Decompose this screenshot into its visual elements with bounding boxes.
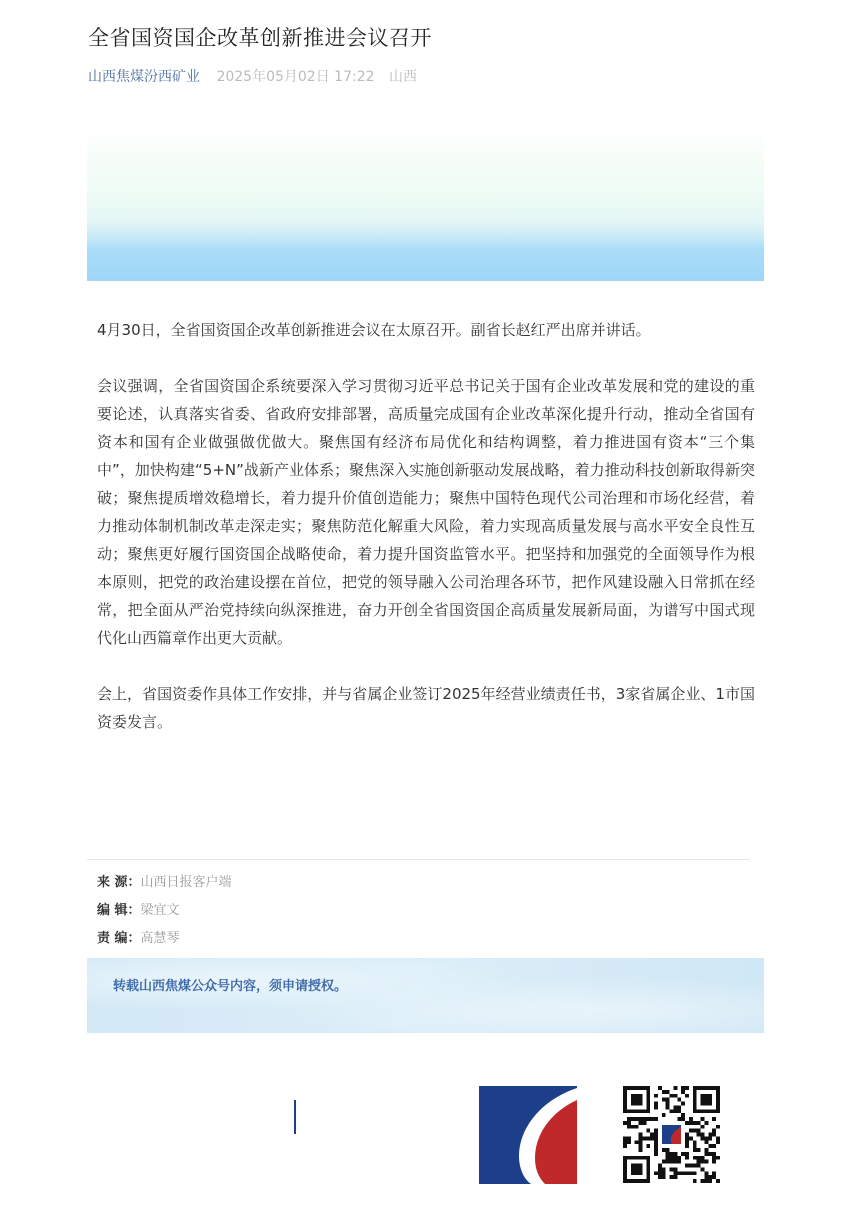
qr-module (627, 1179, 631, 1183)
qr-module (650, 1133, 654, 1137)
qr-module (681, 1113, 685, 1117)
qr-module (693, 1179, 697, 1183)
account-name-link[interactable]: 山西焦煤汾西矿业 (88, 69, 200, 85)
qr-module (701, 1136, 705, 1140)
qr-module (701, 1125, 705, 1129)
qr-module (681, 1090, 685, 1094)
qr-module (697, 1086, 701, 1090)
qr-module (654, 1129, 658, 1133)
qr-module (712, 1129, 716, 1133)
qr-module (704, 1094, 708, 1098)
qr-module (670, 1167, 674, 1171)
qr-module (673, 1160, 677, 1164)
qr-module (708, 1109, 712, 1113)
qr-module (673, 1086, 677, 1090)
qr-module (708, 1133, 712, 1137)
qr-module (712, 1117, 716, 1121)
qr-module (673, 1171, 677, 1175)
qr-module (716, 1125, 720, 1129)
qr-module (681, 1171, 685, 1175)
qr-module (623, 1164, 627, 1168)
qr-module (646, 1160, 650, 1164)
reprint-notice-text: 转载山西焦煤公众号内容，须申请授权。 (113, 979, 348, 994)
qr-module (673, 1109, 677, 1113)
qr-module (639, 1156, 643, 1160)
qr-module (681, 1117, 685, 1121)
qr-module (716, 1086, 720, 1090)
accent-bar (294, 1100, 296, 1134)
qr-module (693, 1156, 697, 1160)
qr-module (635, 1179, 639, 1183)
divider (87, 859, 750, 860)
qr-module (685, 1121, 689, 1125)
qr-module (666, 1160, 670, 1164)
qr-module (646, 1167, 650, 1171)
paragraph: 4月30日，全省国资国企改革创新推进会议在太原召开。副省长赵红严出席并讲话。 (97, 321, 651, 339)
qr-module (646, 1109, 650, 1113)
paragraph: 会上，省国资委作具体工作安排，并与省属企业签订2025年经营业绩责任书，3家省属企业、1市国资委发言。 (97, 685, 755, 731)
qr-module (623, 1109, 627, 1113)
qr-module (635, 1171, 639, 1175)
qr-module (704, 1136, 708, 1140)
qr-module (673, 1167, 677, 1171)
qr-module (704, 1152, 708, 1156)
qr-module (627, 1136, 631, 1140)
qr-module (623, 1167, 627, 1171)
qr-module (631, 1094, 635, 1098)
qr-module (712, 1086, 716, 1090)
qr-module (639, 1164, 643, 1168)
qr-module (673, 1175, 677, 1179)
qr-module (697, 1156, 701, 1160)
qr-module (704, 1109, 708, 1113)
qr-module (627, 1140, 631, 1144)
qr-module (623, 1171, 627, 1175)
qr-module (685, 1171, 689, 1175)
qr-module (701, 1133, 705, 1137)
qr-module (716, 1179, 720, 1183)
qr-module (701, 1086, 705, 1090)
qr-module (639, 1098, 643, 1102)
qr-module (704, 1086, 708, 1090)
qr-module (704, 1175, 708, 1179)
qr-module (642, 1117, 646, 1121)
qr-module (701, 1109, 705, 1113)
qr-module (623, 1160, 627, 1164)
qr-module (631, 1179, 635, 1183)
qr-module (712, 1144, 716, 1148)
qr-module (654, 1133, 658, 1137)
qr-module (635, 1167, 639, 1171)
qr-module (646, 1175, 650, 1179)
qr-module (631, 1117, 635, 1121)
qr-module (701, 1179, 705, 1183)
qr-module (704, 1179, 708, 1183)
qr-module (697, 1133, 701, 1137)
qr-module (697, 1129, 701, 1133)
qr-module (689, 1121, 693, 1125)
qr-module (623, 1156, 627, 1160)
qr-module (685, 1094, 689, 1098)
qr-module (689, 1136, 693, 1140)
qr-module (662, 1171, 666, 1175)
credit-value: 高慧琴 (140, 931, 180, 946)
qr-module (635, 1125, 639, 1129)
qr-module (693, 1144, 697, 1148)
qr-module (631, 1167, 635, 1171)
qr-module (658, 1167, 662, 1171)
qr-module (639, 1086, 643, 1090)
qr-module (623, 1179, 627, 1183)
qr-module (673, 1152, 677, 1156)
credit-label: 责 编： (97, 931, 141, 946)
qr-module (677, 1160, 681, 1164)
qr-module (704, 1140, 708, 1144)
qr-module (666, 1098, 670, 1102)
qr-module (685, 1133, 689, 1137)
qr-module (712, 1133, 716, 1137)
qr-module (701, 1160, 705, 1164)
qr-module (631, 1125, 635, 1129)
qr-module (712, 1171, 716, 1175)
qr-module (662, 1113, 666, 1117)
qr-module (639, 1094, 643, 1098)
qr-module (635, 1156, 639, 1160)
qr-module (639, 1109, 643, 1113)
qr-module (708, 1086, 712, 1090)
qr-module (681, 1086, 685, 1090)
qr-module (646, 1090, 650, 1094)
qr-module (635, 1140, 639, 1144)
qr-module (670, 1175, 674, 1179)
qr-module (708, 1136, 712, 1140)
qr-module (654, 1148, 658, 1152)
qr-module (689, 1117, 693, 1121)
qr-module (646, 1105, 650, 1109)
qr-module (716, 1094, 720, 1098)
qr-module (708, 1098, 712, 1102)
qr-module (662, 1160, 666, 1164)
qr-module (704, 1171, 708, 1175)
qr-module (693, 1164, 697, 1168)
qr-module (642, 1179, 646, 1183)
reprint-notice-banner (87, 958, 764, 1033)
qr-module (673, 1156, 677, 1160)
qr-module (670, 1156, 674, 1160)
credit-label: 编 辑： (97, 903, 141, 918)
qr-module (650, 1136, 654, 1140)
qr-module (693, 1105, 697, 1109)
qr-module (642, 1086, 646, 1090)
credit-source (97, 869, 232, 897)
qr-module (689, 1129, 693, 1133)
qr-module (685, 1156, 689, 1160)
qr-module (666, 1090, 670, 1094)
qr-module (658, 1175, 662, 1179)
qr-module (623, 1136, 627, 1140)
qr-module (654, 1105, 658, 1109)
qr-module (685, 1136, 689, 1140)
qr-module (689, 1171, 693, 1175)
qr-module (685, 1086, 689, 1090)
qr-module (693, 1109, 697, 1113)
qr-module (701, 1156, 705, 1160)
qr-module (697, 1148, 701, 1152)
qr-module (693, 1090, 697, 1094)
qr-module (639, 1171, 643, 1175)
qr-module (693, 1121, 697, 1125)
qr-code-icon[interactable] (623, 1086, 720, 1183)
qr-module (646, 1094, 650, 1098)
qr-module (708, 1179, 712, 1183)
qr-module (646, 1144, 650, 1148)
qr-module (701, 1117, 705, 1121)
qr-module (631, 1098, 635, 1102)
qr-module (642, 1121, 646, 1125)
qr-module (639, 1179, 643, 1183)
qr-module (677, 1109, 681, 1113)
qr-module (693, 1129, 697, 1133)
qr-module (685, 1140, 689, 1144)
qr-module (712, 1160, 716, 1164)
qr-module (662, 1098, 666, 1102)
qr-module (662, 1167, 666, 1171)
qr-module (639, 1148, 643, 1152)
qr-module (635, 1094, 639, 1098)
qr-module (670, 1094, 674, 1098)
qr-module (662, 1090, 666, 1094)
qr-module (716, 1140, 720, 1144)
qr-module (623, 1098, 627, 1102)
qr-module (646, 1129, 650, 1133)
qr-module (677, 1156, 681, 1160)
qr-module (654, 1152, 658, 1156)
qr-module (662, 1175, 666, 1179)
qr-module (635, 1098, 639, 1102)
qr-module (631, 1102, 635, 1106)
qr-module (627, 1121, 631, 1125)
qr-module (654, 1140, 658, 1144)
qr-module (654, 1117, 658, 1121)
qr-module (670, 1160, 674, 1164)
qr-module (627, 1109, 631, 1113)
qr-module (623, 1090, 627, 1094)
qr-module (639, 1144, 643, 1148)
qr-module (701, 1167, 705, 1171)
qr-module (712, 1152, 716, 1156)
credits-block (97, 869, 232, 953)
qr-module (658, 1164, 662, 1168)
qr-module (658, 1171, 662, 1175)
qr-module (623, 1094, 627, 1098)
qr-module (697, 1164, 701, 1168)
qr-module (712, 1156, 716, 1160)
qr-module (681, 1152, 685, 1156)
qr-module (701, 1102, 705, 1106)
qr-module (704, 1148, 708, 1152)
qr-module (627, 1086, 631, 1090)
qr-module (677, 1117, 681, 1121)
paragraph: 会议强调，全省国资国企系统要深入学习贯彻习近平总书记关于国有企业改革发展和党的建设的重要论述，认真落实省委、省政府安排部署，高质量完成国有企业改革深化提升行动，推动全省国有资本和国有企业做强做优做大。聚焦国有经济布局优化和结构调整，着力推进国有资本“三个集中”，加快构建“5+N”战新产业体系；聚焦深入实施创新驱动发展战略，着力推动科技创新取得新突破；聚焦提质增效稳增长，着力提升价值创造能力；聚焦中国特色现代公司治理和市场化经营，着力推动体制机制改革走深走实；聚焦防范化解重大风险，着力实现高质量发展与高水平安全良性互动；聚焦更好履行国资国企战略使命，着力提升国资监管水平。把坚持和加强党的全面领导作为根本原则，把党的政治建设摆在首位，把党的领导融入公司治理各环节，把作风建设融入日常抓在经常，把全面从严治党持续向纵深推进，奋力开创全省国资国企高质量发展新局面，为谱写中国式现代化山西篇章作出更大贡献。 (97, 377, 755, 647)
qr-module (646, 1156, 650, 1160)
qr-module (623, 1105, 627, 1109)
qr-module (639, 1117, 643, 1121)
qr-module (697, 1160, 701, 1164)
qr-module (673, 1094, 677, 1098)
credit-label: 来 源： (97, 875, 141, 890)
qr-module (658, 1086, 662, 1090)
qr-module (701, 1098, 705, 1102)
qr-module (670, 1109, 674, 1113)
qr-module (704, 1160, 708, 1164)
qr-module (704, 1121, 708, 1125)
qr-module (623, 1175, 627, 1179)
publish-location: 山西 (388, 69, 417, 85)
qr-module (712, 1175, 716, 1179)
qr-module (708, 1152, 712, 1156)
qr-module (693, 1140, 697, 1144)
qr-module (685, 1164, 689, 1168)
qr-module (635, 1109, 639, 1113)
qr-module (677, 1105, 681, 1109)
qr-module (631, 1156, 635, 1160)
qr-module (716, 1102, 720, 1106)
qr-module (670, 1152, 674, 1156)
qr-module (677, 1171, 681, 1175)
qr-module (666, 1152, 670, 1156)
company-logo-icon (479, 1086, 577, 1184)
qr-module (697, 1121, 701, 1125)
qr-module (689, 1164, 693, 1168)
qr-module (635, 1102, 639, 1106)
qr-module (623, 1140, 627, 1144)
credit-value: 山西日报客户端 (140, 875, 232, 890)
qr-module (635, 1086, 639, 1090)
qr-module (623, 1102, 627, 1106)
qr-module (716, 1136, 720, 1140)
qr-module (708, 1175, 712, 1179)
qr-module (627, 1156, 631, 1160)
qr-module (693, 1148, 697, 1152)
qr-module (716, 1156, 720, 1160)
article-body (97, 316, 755, 764)
qr-module (716, 1105, 720, 1109)
qr-module (716, 1098, 720, 1102)
qr-module (642, 1136, 646, 1140)
qr-module (627, 1117, 631, 1121)
qr-module (685, 1152, 689, 1156)
credit-editor (97, 897, 232, 925)
qr-module (666, 1156, 670, 1160)
qr-module (654, 1171, 658, 1175)
qr-module (666, 1102, 670, 1106)
article-meta (88, 66, 417, 86)
qr-module (701, 1094, 705, 1098)
qr-module (654, 1144, 658, 1148)
qr-module (704, 1098, 708, 1102)
qr-module (654, 1102, 658, 1106)
qr-module (712, 1109, 716, 1113)
qr-module (646, 1179, 650, 1183)
qr-module (639, 1136, 643, 1140)
credit-value: 梁宜文 (140, 903, 180, 918)
qr-module (685, 1144, 689, 1148)
credit-chief-editor (97, 925, 232, 953)
qr-module (623, 1086, 627, 1090)
qr-module (639, 1140, 643, 1144)
qr-module (623, 1121, 627, 1125)
qr-module (646, 1098, 650, 1102)
qr-module (716, 1090, 720, 1094)
qr-module (646, 1136, 650, 1140)
qr-module (646, 1086, 650, 1090)
qr-module (693, 1086, 697, 1090)
qr-module (639, 1121, 643, 1125)
qr-module (693, 1102, 697, 1106)
header-banner-image (87, 127, 764, 281)
qr-module (646, 1117, 650, 1121)
qr-module (666, 1148, 670, 1152)
qr-module (631, 1086, 635, 1090)
qr-module (697, 1109, 701, 1113)
qr-module (639, 1102, 643, 1106)
publish-date: 2025年05月02日 17:22 (216, 69, 375, 85)
qr-module (646, 1102, 650, 1106)
qr-module (654, 1136, 658, 1140)
qr-module (631, 1164, 635, 1168)
qr-module (673, 1105, 677, 1109)
qr-module (708, 1102, 712, 1106)
qr-module (666, 1105, 670, 1109)
article-title: 全省国资国企改革创新推进会议召开 (88, 26, 432, 50)
qr-module (650, 1117, 654, 1121)
qr-module (681, 1102, 685, 1106)
qr-module (716, 1109, 720, 1113)
qr-module (708, 1144, 712, 1148)
qr-module (693, 1171, 697, 1175)
qr-module (642, 1156, 646, 1160)
qr-module (639, 1133, 643, 1137)
qr-module (631, 1109, 635, 1113)
qr-module (708, 1094, 712, 1098)
qr-module (635, 1117, 639, 1121)
qr-module (646, 1164, 650, 1168)
qr-module (677, 1098, 681, 1102)
qr-module (693, 1098, 697, 1102)
qr-module (635, 1164, 639, 1168)
qr-module (639, 1167, 643, 1171)
qr-module (642, 1109, 646, 1113)
qr-module (662, 1148, 666, 1152)
qr-module (631, 1171, 635, 1175)
qr-module (693, 1094, 697, 1098)
qr-module (646, 1171, 650, 1175)
qr-module (623, 1144, 627, 1148)
qr-module (627, 1125, 631, 1129)
qr-module (704, 1102, 708, 1106)
qr-module (654, 1094, 658, 1098)
